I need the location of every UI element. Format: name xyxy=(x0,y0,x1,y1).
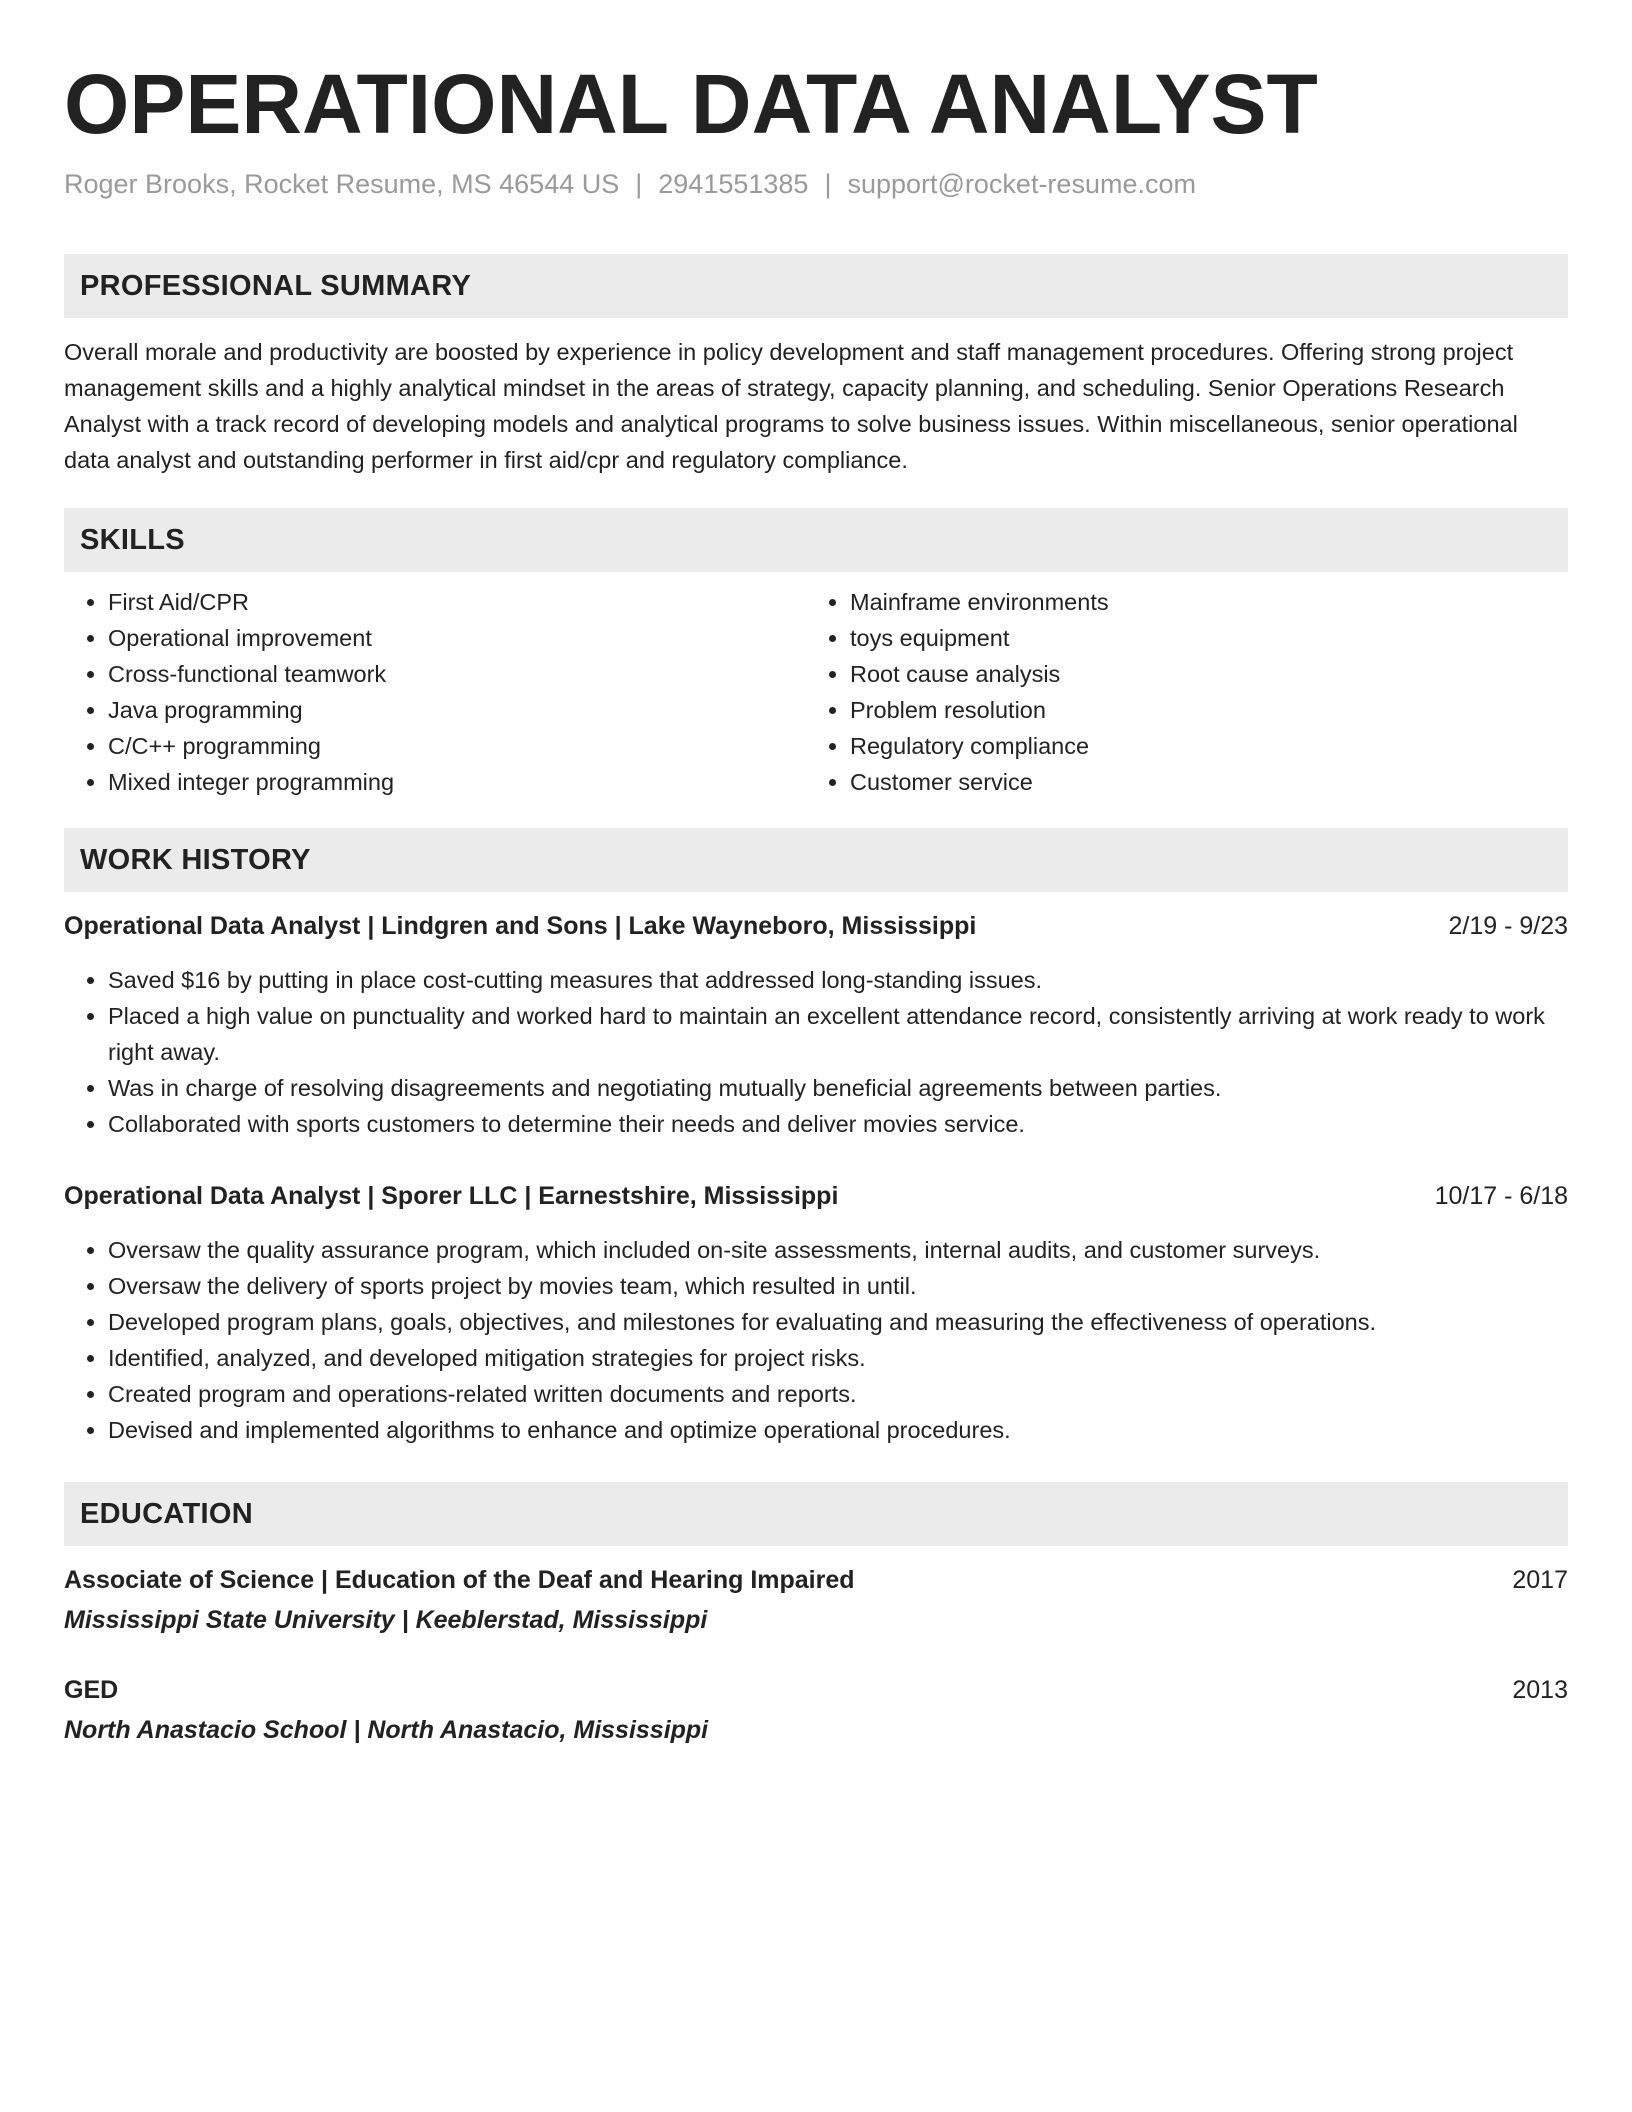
skill-item: • Customer service xyxy=(850,764,1548,800)
job-entry xyxy=(64,908,1568,1142)
job-header xyxy=(64,908,1568,944)
skills-column-right xyxy=(806,584,1548,800)
job-bullet: • Collaborated with sports customers to determine their needs and deliver movies service. xyxy=(108,1106,1568,1142)
contact-separator: | xyxy=(824,169,832,199)
education-entry xyxy=(64,1672,1568,1748)
contact-line xyxy=(64,166,1568,202)
section-heading-summary: PROFESSIONAL SUMMARY xyxy=(64,254,1568,318)
skill-item: • toys equipment xyxy=(850,620,1548,656)
skill-item: • Mainframe environments xyxy=(850,584,1548,620)
skill-item: • Cross-functional teamwork xyxy=(108,656,806,692)
job-title: Operational Data Analyst | Sporer LLC | Earnestshire, Mississippi xyxy=(64,1182,839,1210)
summary-text: Overall morale and productivity are boosted by experience in policy development and staff management procedures. Offering strong project management skills and a highly analytical mindset in the areas of strategy, capacity planning, and scheduling. Senior Operations Research Analyst with a track record of developing models and analytical programs to solve business issues. Within miscellaneous, senior operational data analyst and outstanding performer in first aid/cpr and regulatory compliance. xyxy=(64,339,1518,473)
job-bullet: • Oversaw the quality assurance program, which included on-site assessments, internal audits, and customer surveys. xyxy=(108,1232,1568,1268)
contact-phone: 2941551385 xyxy=(658,169,809,199)
job-bullet: • Identified, analyzed, and developed mitigation strategies for project risks. xyxy=(108,1340,1568,1376)
job-bullet: • Created program and operations-related written documents and reports. xyxy=(108,1376,1568,1412)
job-bullet: • Oversaw the delivery of sports project by movies team, which resulted in until. xyxy=(108,1268,1568,1304)
job-bullet: • Developed program plans, goals, objectives, and milestones for evaluating and measuring the effectiveness of operations. xyxy=(108,1304,1568,1340)
job-bullet: • Devised and implemented algorithms to enhance and optimize operational procedures. xyxy=(108,1412,1568,1448)
job-bullet: • Was in charge of resolving disagreements and negotiating mutually beneficial agreements between parties. xyxy=(108,1070,1568,1106)
skill-item: • Root cause analysis xyxy=(850,656,1548,692)
skill-item: • Java programming xyxy=(108,692,806,728)
job-dates: 10/17 - 6/18 xyxy=(1434,1182,1568,1210)
skills-list xyxy=(64,584,1568,800)
education-header xyxy=(64,1562,1568,1598)
education-school: North Anastacio School | North Anastacio, Mississippi xyxy=(64,1716,709,1744)
education-header xyxy=(64,1672,1568,1708)
skill-item: • Regulatory compliance xyxy=(850,728,1548,764)
contact-address: Roger Brooks, Rocket Resume, MS 46544 US xyxy=(64,169,620,199)
job-dates: 2/19 - 9/23 xyxy=(1448,912,1568,940)
job-title: Operational Data Analyst | Lindgren and Sons | Lake Wayneboro, Mississippi xyxy=(64,912,977,940)
job-bullet: • Saved $16 by putting in place cost-cutting measures that addressed long-standing issues. xyxy=(108,962,1568,998)
job-bullet: • Placed a high value on punctuality and worked hard to maintain an excellent attendance record, consistently arriving at work ready to work right away. xyxy=(108,998,1568,1070)
job-header xyxy=(64,1178,1568,1214)
job-bullets xyxy=(64,1232,1568,1448)
job-bullets xyxy=(64,962,1568,1142)
skill-item: • C/C++ programming xyxy=(108,728,806,764)
education-degree: GED xyxy=(64,1676,119,1704)
contact-email: support@rocket-resume.com xyxy=(847,169,1196,199)
skills-column-left xyxy=(64,584,806,800)
skill-item: • Problem resolution xyxy=(850,692,1548,728)
education-school: Mississippi State University | Keeblerstad, Mississippi xyxy=(64,1606,708,1634)
education-degree: Associate of Science | Education of the Deaf and Hearing Impaired xyxy=(64,1566,855,1594)
skill-item: • Operational improvement xyxy=(108,620,806,656)
skill-item: • First Aid/CPR xyxy=(108,584,806,620)
education-year: 2013 xyxy=(1512,1676,1568,1704)
skill-item: • Mixed integer programming xyxy=(108,764,806,800)
section-heading-education: EDUCATION xyxy=(64,1482,1568,1546)
resume-name-title: OPERATIONAL DATA ANALYST xyxy=(64,57,1318,151)
job-entry xyxy=(64,1178,1568,1448)
section-heading-skills: SKILLS xyxy=(64,508,1568,572)
contact-separator: | xyxy=(635,169,643,199)
education-entry xyxy=(64,1562,1568,1638)
section-heading-work-history: WORK HISTORY xyxy=(64,828,1568,892)
education-year: 2017 xyxy=(1512,1566,1568,1594)
